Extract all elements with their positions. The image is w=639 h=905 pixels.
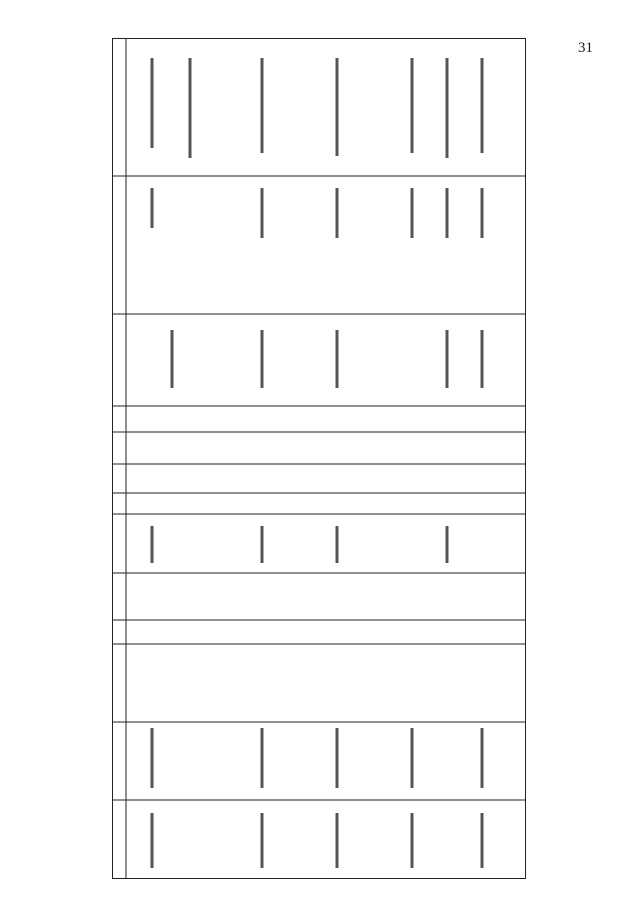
table-text-lines <box>152 58 482 868</box>
table-grid <box>112 38 526 879</box>
page-number: 31 <box>578 40 593 56</box>
rotated-budget-table <box>112 38 526 879</box>
